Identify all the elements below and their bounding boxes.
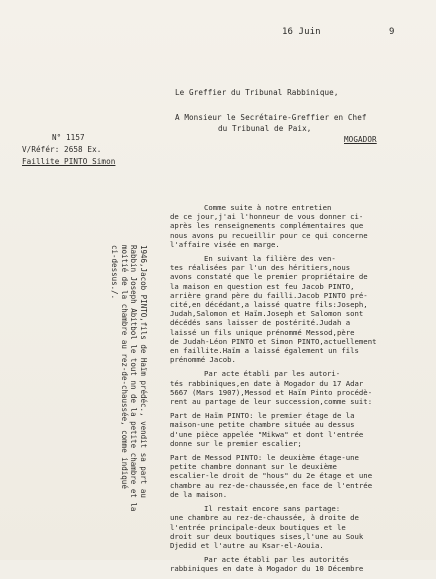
body-line: Part de Haïm PINTO: le premier étage de la	[170, 411, 355, 421]
body-line: l'entrée principale-deux boutiques et le	[170, 522, 346, 532]
body-line: de ce jour,j'ai l'honneur de vous donner ci-	[170, 212, 364, 222]
body-paragraph	[170, 504, 432, 550]
body-line: tes réalisées par l'un des héritiers,nous	[170, 263, 351, 273]
body-line: de la maison.	[170, 489, 228, 499]
body-line: avons constaté que le premier propriétaire de	[170, 272, 368, 282]
margin-note-line: moitié de la chambre au rez-de-chaussée, comme indiqué	[120, 245, 129, 489]
body-line: arrière grand père du failli.Jacob PINTO pré-	[170, 290, 368, 300]
body-line: escalier-le droit de "hous" du 2e étage et une	[170, 471, 373, 481]
letter-body	[170, 203, 432, 579]
date: 16 Juin	[282, 27, 321, 37]
your-reference: V/Référ: 2658 Ex.	[22, 145, 102, 154]
body-line: Comme suite à notre entretien	[204, 203, 332, 212]
body-paragraph	[170, 254, 432, 364]
body-paragraph	[170, 369, 432, 406]
body-line: laissé un fils unique prénommé Messod,père	[170, 327, 355, 337]
recipient-line-2: du Tribunal de Paix,	[218, 124, 312, 133]
body-line: 5667 (Mars 1907),Messod et Haïm Pinto procédè-	[170, 387, 373, 397]
recipient-line-1: A Monsieur le Secrétaire-Greffier en Chef	[175, 113, 367, 122]
body-line: Il restait encore sans partage:	[204, 504, 341, 514]
body-line: Judah,Salomon et Haïm.Joseph et Salomon sont	[170, 309, 364, 319]
body-line: Par acte établi par les autorités	[204, 555, 349, 565]
body-paragraph	[170, 203, 432, 249]
margin-note-line: 1946,Jacob PINTO,fils de Haïm prédéc., vendit sa part au	[139, 245, 148, 498]
body-line: rent au partage de leur succession,comme suit:	[170, 397, 373, 407]
body-line: d'une pièce appelée "Mikwa" et dont l'entrée	[170, 429, 364, 439]
body-line: Par acte établi par les autori-	[204, 369, 341, 379]
margin-note-line: ci-dessus./.	[110, 245, 120, 300]
body-line: rabbiniques en date à Mogador du 10 Décembre	[170, 564, 364, 574]
body-paragraph	[170, 555, 432, 573]
subject-line: Faillite PINTO Simon	[22, 157, 116, 166]
body-line: de Judah-Léon PINTO et Simon PINTO,actuellement	[170, 336, 377, 346]
sender-line: Le Greffier du Tribunal Rabbinique,	[175, 88, 339, 97]
body-line: nous avons pu recueillir pour ce qui concerne	[170, 230, 368, 240]
body-line: l'affaire visée en marge.	[170, 239, 280, 249]
body-line: Djedid et l'autre au Ksar-el-Aouia.	[170, 540, 324, 550]
body-paragraph	[170, 453, 432, 499]
body-line: chambre au rez-de-chaussée,en face de l'entrée	[170, 480, 373, 490]
body-line: tés rabbiniques,en date à Mogador du 17 Adar	[170, 378, 364, 388]
body-line: la maison en question est feu Jacob PINTO,	[170, 281, 355, 291]
body-line: En suivant la filière des ven-	[204, 254, 336, 264]
body-paragraph	[170, 411, 432, 448]
body-line: prénommé Jacob.	[170, 355, 236, 365]
date-year-fragment: 9	[389, 27, 395, 37]
body-line: maison-une petite chambre située au dessus	[170, 420, 355, 430]
body-line: cité,en décédant,a laissé quatre fils:Joseph,	[170, 300, 368, 310]
recipient-city: MOGADOR	[344, 135, 377, 144]
body-line: Part de Messod PINTO: le deuxième étage-une	[170, 453, 359, 463]
body-line: petite chambre donnant sur le deuxième	[170, 462, 337, 472]
body-line: après les renseignements complémentaires que	[170, 221, 364, 231]
body-line: en faillite.Haïm a laissé également un fils	[170, 346, 359, 356]
body-line: donne sur le premier escalier;	[170, 438, 302, 448]
body-line: droit sur deux boutiques sises,l'une au Souk	[170, 531, 364, 541]
reference-number: N° 1157	[52, 133, 85, 142]
body-line: une chambre au rez-de-chaussée, à droite de	[170, 513, 359, 523]
body-line: décédés sans laisser de postérité.Judah a	[170, 318, 351, 328]
margin-note-line: Rabbin Joseph Abitbol le tout nn de la petite chambre et la	[129, 245, 139, 512]
